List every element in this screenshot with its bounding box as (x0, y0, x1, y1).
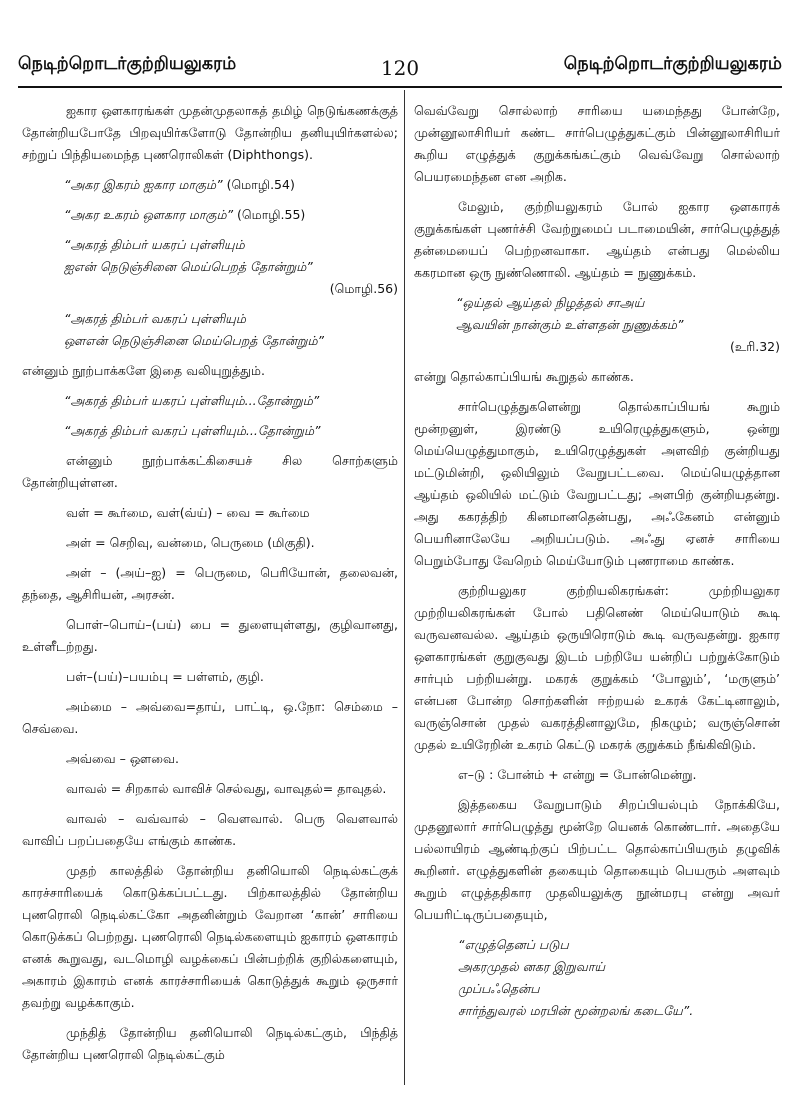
paragraph: வெவ்வேறு சொல்லாற் சாரியை யமைந்தது போன்றே, முன்னூலாசிரியர் கண்ட சார்பெழுத்துகட்கும் பின்னூலாசிரியர் கூறிய எழுத்துக் குறுக்கங்கட்கும் வெவ்வேறு சொல்லாற் பெயரமைந்தன என அறிக. (414, 103, 780, 184)
column-divider (404, 90, 405, 1085)
paragraph: சார்பெழுத்துகளென்று தொல்காப்பியங் கூறும் மூன்றனுள், இரண்டு உயிரெழுத்துகளும், ஒன்று மெய்யெழுத்துமாகும், உயிரெழுத்துகள் அளவிற் குன்றியது மட்டுமின்றி, ஒலியிலும் வேறுபட்டவை. மெய்யெழுத்தான ஆய்தம் ஒலியில் மட்டும் வேறுபட்டது; அளபிற் குன்றியதன்று. அது ககரத்திற் கினமானதென்பது, அஃகேனம் என்னும் பெயரினாலேயே அறியப்படும். அஃது ஏனச் சாரியை பெறும்போது வேறெம் மெய்யோடும் புணராமை காண்க. (414, 399, 780, 568)
paragraph: என்னும் நூற்பாக்களே இதை வலியுறுத்தும். (22, 363, 265, 378)
quote-reference: (மொழி.56) (329, 281, 398, 296)
word-example: அள் – (அய்–ஐ) = பெருமை, பெரியோன், தலைவன், தந்தை, ஆசிரியன், அரசன். (22, 565, 398, 602)
word-example: வாவல் – வவ்வால் – வௌவால். பெரு வௌவால் வாவிப் பறப்பதையே எங்கும் காண்க. (22, 811, 398, 848)
quotation (22, 174, 398, 196)
quote-line: “அகரத் திம்பர் யகரப் புள்ளியும் (64, 237, 245, 252)
quote-reference: (மொழி.54) (226, 177, 295, 192)
quote-reference: (மொழி.55) (237, 207, 306, 222)
right-column (414, 100, 780, 1030)
word-example: பொள்–பொய்–(பய்) பை = துளையுள்ளது, குழிவானது, உள்ளீடற்றது. (22, 617, 398, 654)
quotation: “அகரத் திம்பர் யகரப் புள்ளியும்...தோன்றும்” (64, 393, 320, 408)
paragraph: மேலும், குற்றியலுகரம் போல் ஐகார ஔகாரக் குறுக்கங்கள் புணர்ச்சி வேற்றுமைப் படாமையின், சார்பெழுத்துத் தன்மையைப் பெற்றனவாகா. ஆய்தம் என்பது மெல்லிய ககரமான ஒரு நுண்ணொலி. ஆய்தம் = நுணுக்கம். (414, 199, 780, 280)
quotation (22, 234, 398, 300)
quote-reference: (உரி.32) (730, 339, 780, 354)
quote-text: “அகர உகரம் ஔகார மாகும்” (64, 207, 234, 222)
word-example: வள் = கூர்மை, வள்(வ்ய்) – வை = கூர்மை (66, 505, 310, 520)
verse-line: “எழுத்தெனப் படுப (458, 937, 569, 952)
quote-line: ஔஎன் நெடுஞ்சினை மெய்பெறத் தோன்றும்” (64, 333, 325, 348)
quote-line: ஆவயின் நான்கும் உள்ளதன் நுணுக்கம்” (456, 317, 684, 332)
word-example: அவ்வை – ஔவை. (66, 751, 179, 766)
quotation (414, 292, 780, 358)
header-rule (18, 86, 782, 88)
word-example: அம்மை – அவ்வை=தாய், பாட்டி, ஒ.நோ: செம்மை – செவ்வை. (22, 699, 398, 736)
paragraph: இத்தகைய வேறுபாடும் சிறப்பியல்பும் நோக்கியே, முதனூலார் சார்பெழுத்து மூன்றே யெனக் கொண்டார். அதையே பல்லாயிரம் ஆண்டிற்குப் பிற்பட்ட தொல்காப்பியரும் தழுவிக் கூறினர். எழுத்துகளின் தகையும் தொகையும் பெயரும் அளவும் கூறும் எழுத்ததிகார முதலியலுக்கு நூன்மரபு என்று அவர் பெயரிட்டிருப்பதையும், (414, 797, 780, 922)
paragraph: குற்றியலுகர குற்றியலிகரங்கள்: முற்றியலுகர முற்றியலிகரங்கள் போல் பதினெண் மெய்யொடும் கூடி வருவனவல்ல. ஆய்தம் ஒருயிரொடும் கூடி வருவதன்று. ஐகார ஔகாரங்கள் குறுகுவது இடம் பற்றியே யன்றிப் பற்றுக்கோடும் சார்பும் பற்றியன்று. மகரக் குறுக்கம் ‘போலும்’, ‘மருளும்’ என்பன போன்ற சொற்களின் ஈற்றயல் உகரக் கேட்டினாலும், வருஞ்சொன் முதல் வகரத்தினாலுமே, நிகழும்; வருஞ்சொன் முதல் உயிரேறின் உகரம் கெட்டு மகரக் குறுக்கம் நீங்கிவிடும். (414, 583, 780, 752)
paragraph: முந்தித் தோன்றிய தனியொலி நெடில்கட்கும், பிந்தித் தோன்றிய புணரொலி நெடில்கட்கும் (22, 1025, 398, 1062)
verse (414, 934, 780, 1022)
example-line: எ–டு : போன்ம் + என்று = போன்மென்று. (458, 767, 697, 782)
verse-line: முப்பஃதென்ப (458, 981, 540, 996)
quotation: “அகரத் திம்பர் வகரப் புள்ளியும்...தோன்றும்” (64, 423, 321, 438)
paragraph: என்னும் நூற்பாக்கட்கிசையச் சில சொற்களும் தோன்றியுள்ளன. (22, 453, 398, 490)
quote-line: “அகரத் திம்பர் வகரப் புள்ளியும் (64, 311, 246, 326)
left-column (22, 100, 398, 1074)
paragraph: ஐகார ஔகாரங்கள் முதன்முதலாகத் தமிழ் நெடுங்கணக்குத் தோன்றியபோதே பிறவுயிர்களோடு தோன்றிய தனியுயிர்களல்ல; சற்றுப் பிந்தியமைந்த புணரொலிகள் (Diphthongs). (22, 103, 398, 162)
quote-line: ஐஎன் நெடுஞ்சினை மெய்பெறத் தோன்றும்” (64, 259, 313, 274)
verse-line: சார்ந்துவரல் மரபின் மூன்றலங் கடையே”. (458, 1003, 694, 1018)
running-title-right: நெடிற்றொடர்குற்றியலுகரம் (563, 54, 782, 74)
quotation (22, 204, 398, 226)
word-example: அள் = செறிவு, வன்மை, பெருமை (மிகுதி). (66, 535, 315, 550)
paragraph: முதற் காலத்தில் தோன்றிய தனியொலி நெடில்கட்குக் காரச்சாரியைக் கொடுக்கப்பட்டது. பிற்காலத்தில் தோன்றிய புணரொலி நெடில்கட்கோ அதனின்றும் வேறான ‘கான்’ சாரியை கொடுக்கப் பெற்றது. புணரொலி நெடில்களையும் ஐகாரம் ஔகாரம் எனக் கூறுவது, வடமொழி வழக்கைப் பின்பற்றிக் குறில்களையும், அகாரம் இகாரம் எனக் காரச்சாரியைக் கொடுத்துக் கூறும் ஒருசார் தவற்று வழக்காகும். (22, 863, 398, 1010)
quotation (22, 308, 398, 352)
page-number: 120 (380, 56, 420, 80)
paragraph: என்று தொல்காப்பியங் கூறுதல் காண்க. (414, 369, 634, 384)
quote-text: “அகர இகரம் ஐகார மாகும்” (64, 177, 223, 192)
running-title-left: நெடிற்றொடர்குற்றியலுகரம் (18, 54, 237, 74)
word-example: வாவல் = சிறகால் வாவிச் செல்வது, வாவுதல்= தாவுதல். (66, 781, 387, 796)
verse-line: அகரமுதல் னகர இறுவாய் (458, 959, 606, 974)
page-header (18, 50, 782, 90)
word-example: பள்–(பய்)–பயம்பு = பள்ளம், குழி. (66, 669, 264, 684)
quote-line: “ஒய்தல் ஆய்தல் நிழத்தல் சாஅய் (456, 295, 645, 310)
